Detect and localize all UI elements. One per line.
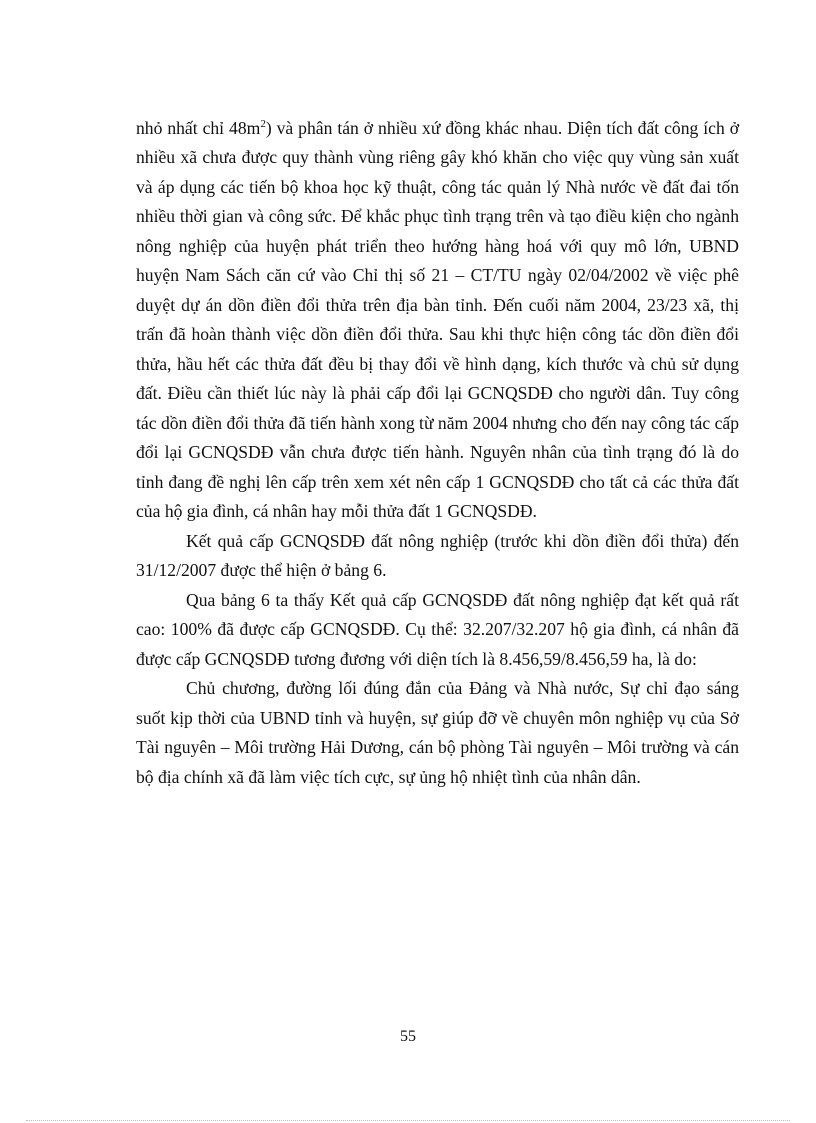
paragraph-1-text: ) và phân tán ở nhiều xứ đồng khác nhau. Diện tích đất công ích ở nhiều xã chưa được quy thành vùng riêng gây khó khăn cho việc quy vùng sản xuất và áp dụng các tiến bộ khoa học kỹ thuật, công tác quản lý Nhà nước về đất đai tốn nhiều thời gian và công sức. Để khắc phục tình trạng trên và tạo điều kiện cho ngành nông nghiệp của huyện phát triển theo hướng hàng hoá với quy mô lớn, UBND huyện Nam Sách căn cứ vào Chỉ thị số 21 – CT/TU ngày 02/04/2002 về việc phê duyệt dự án dồn điền đổi thửa trên địa bàn tỉnh. Đến cuối năm 2004, 23/23 xã, thị trấn đã hoàn thành việc dồn điền đổi thửa. Sau khi thực hiện công tác dồn điền đổi thửa, hầu hết các thửa đất đều bị thay đổi về hình dạng, kích thước và chủ sử dụng đất. Điều cần thiết lúc này là phải cấp đổi lại GCNQSDĐ cho người dân. Tuy công tác dồn điền đổi thửa đã tiến hành xong từ năm 2004 nhưng cho đến nay công tác cấp đổi lại GCNQSDĐ vẫn chưa được tiến hành. Nguyên nhân của tình trạng đó là do tỉnh đang đề nghị lên cấp trên xem xét nên cấp 1 GCNQSDĐ cho tất cả các thửa đất của hộ gia đình, cá nhân hay mỗi thửa đất 1 GCNQSDĐ. <box>136 117 739 522</box>
paragraph-3: Qua bảng 6 ta thấy Kết quả cấp GCNQSDĐ đất nông nghiệp đạt kết quả rất cao: 100% đã được cấp GCNQSDĐ. Cụ thể: 32.207/32.207 hộ gia đình, cá nhân đã được cấp GCNQSDĐ tương đương với diện tích là 8.456,59/8.456,59 ha, là do: <box>136 589 739 669</box>
area-unit-superscript: 2 <box>260 118 266 130</box>
document-body <box>136 110 739 792</box>
paragraph-continued <box>136 110 739 527</box>
paragraph-4: Chủ chương, đường lối đúng đắn của Đảng và Nhà nước, Sự chỉ đạo sáng suốt kịp thời của UBND tỉnh và huyện, sự giúp đỡ về chuyên môn nghiệp vụ của Sở Tài nguyên – Môi trường Hải Dương, cán bộ phòng Tài nguyên – Môi trường và cán bộ địa chính xã đã làm việc tích cực, sự ủng hộ nhiệt tình của nhân dân. <box>136 678 739 787</box>
paragraph-1-lead: nhỏ nhất chỉ 48m <box>136 117 261 138</box>
page-bottom-divider <box>26 1120 790 1121</box>
page-number: 55 <box>400 1028 416 1045</box>
paragraph-2: Kết quả cấp GCNQSDĐ đất nông nghiệp (trước khi dồn điền đổi thửa) đến 31/12/2007 được thể hiện ở bảng 6. <box>136 530 739 581</box>
